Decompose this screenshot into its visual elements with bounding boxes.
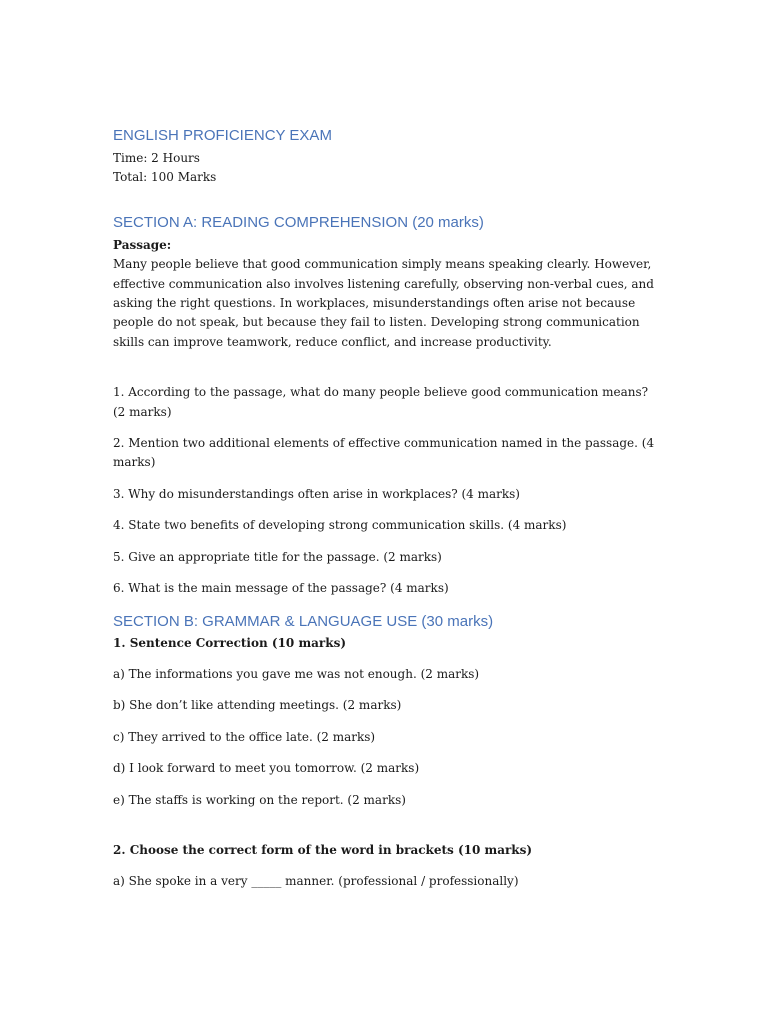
question-6: 6. What is the main message of the passage? (4 marks): [113, 581, 449, 596]
correction-item-e: e) The staffs is working on the report. (2 marks): [113, 792, 406, 807]
part1-heading: 1. Sentence Correction (10 marks): [113, 635, 346, 650]
question-4: 4. State two benefits of developing strong communication skills. (4 marks): [113, 518, 567, 533]
exam-document: [113, 127, 658, 892]
part2-heading: 2. Choose the correct form of the word in brackets (10 marks): [113, 842, 533, 857]
passage-text: Many people believe that good communication simply means speaking clearly. However, effective communication also involves listening carefully, observing non-verbal cues, and asking the right questions. In workplaces, misunderstandings often arise not because people do not speak, but because they fail to listen. Developing strong communication skills can improve teamwork, reduce conflict, and increase productivity.: [113, 257, 654, 349]
correction-item-d: d) I look forward to meet you tomorrow. (2 marks): [113, 761, 420, 776]
question-1: 1. According to the passage, what do many people believe good communication means? (2 marks): [113, 385, 649, 419]
exam-total: Total: 100 Marks: [113, 170, 217, 185]
question-3: 3. Why do misunderstandings often arise in workplaces? (4 marks): [113, 486, 520, 501]
exam-time: Time: 2 Hours: [113, 151, 200, 165]
word-form-item-a: a) She spoke in a very _____ manner. (professional / professionally): [113, 874, 519, 889]
question-2: 2. Mention two additional elements of effective communication named in the passage. (4 marks): [113, 436, 655, 470]
correction-item-a: a) The informations you gave me was not enough. (2 marks): [113, 666, 480, 681]
passage-label: Passage:: [113, 237, 172, 252]
exam-title: ENGLISH PROFICIENCY EXAM: [113, 127, 332, 144]
section-b-heading: SECTION B: GRAMMAR & LANGUAGE USE (30 marks): [113, 612, 494, 630]
section-a-heading: SECTION A: READING COMPREHENSION (20 marks): [113, 213, 484, 231]
correction-item-b: b) She don’t like attending meetings. (2 marks): [113, 698, 402, 713]
question-5: 5. Give an appropriate title for the passage. (2 marks): [113, 549, 442, 564]
correction-item-c: c) They arrived to the office late. (2 marks): [113, 729, 376, 744]
